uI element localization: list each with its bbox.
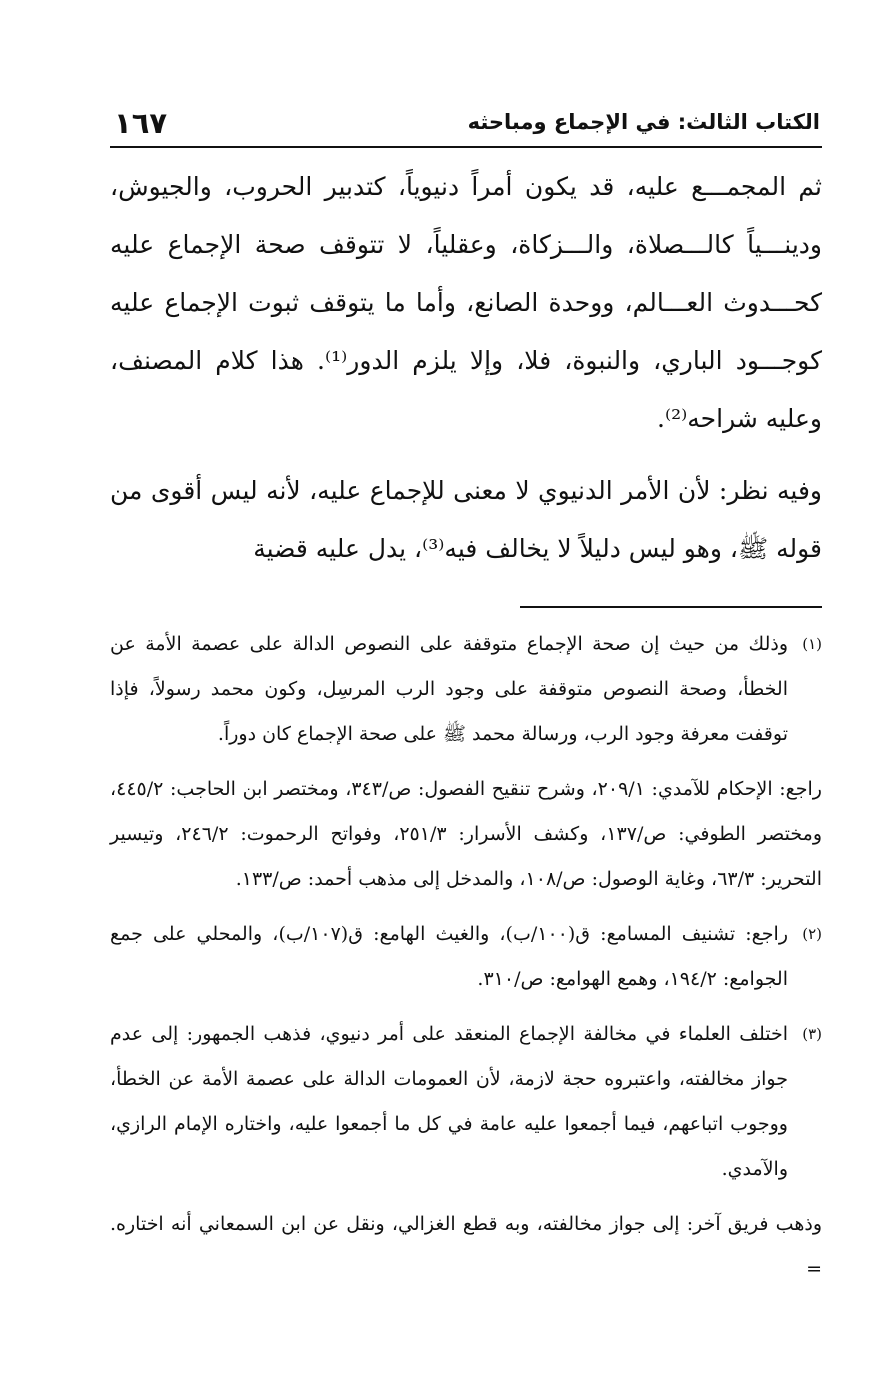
footnote-continuation-text: وذهب فريق آخر: إلى جواز مخالفته، وبه قطع الغزالي، ونقل عن ابن السمعاني أنه اختاره. = [110, 1213, 822, 1280]
page-header [110, 100, 822, 148]
footnotes [110, 622, 822, 1302]
footnote-text: اختلف العلماء في مخالفة الإجماع المنعقد على أمر دنيوي، فذهب الجمهور: إلى عدم جواز مخالفته، واعتبروه حجة لازمة، لأن العمومات الدالة على عصمة الأمة عن الخطأ، ووجوب اتباعهم، فيما أجمعوا عليه عامة في كل ما أجمعوا عليه، واختاره الإمام الرازي، والآمدي. [110, 1023, 788, 1180]
footnote-1 [110, 622, 822, 757]
footnote-continuation [110, 1202, 822, 1292]
footnote-2 [110, 912, 822, 1002]
footnote-1-references [110, 767, 822, 902]
footnote-marker: (٢) [802, 925, 822, 943]
page-number: ١٦٧ [114, 106, 168, 140]
footnote-separator [520, 606, 822, 608]
paragraph: ثم المجمـــع عليه، قد يكون أمراً دنيوياً، كتدبير الحروب، والجيوش، ودينـــياً كالـــصلاة، والـــزكاة، وعقلياً، لا تتوقف صحة الإجماع عليه كحـــدوث العـــالم، ووحدة الصانع، وأما ما يتوقف ثبوت الإجماع عليه كوجـــود الباري، والنبوة، فلا، وإلا يلزم الدور⁽¹⁾. هذا كلام المصنف، وعليه شراحه⁽²⁾. [110, 172, 823, 433]
footnote-references: راجع: الإحكام للآمدي: ٢٠٩/١، وشرح تنقيح الفصول: ص/٣٤٣، ومختصر ابن الحاجب: ٤٤٥/٢، ومختصر الطوفي: ص/١٣٧، وكشف الأسرار: ٢٥١/٣، وفواتح الرحموت: ٢٤٦/٢، وتيسير التحرير: ٦٣/٣، وغاية الوصول: ص/١٠٨، والمدخل إلى مذهب أحمد: ص/١٣٣. [110, 778, 822, 890]
footnote-text: وذلك من حيث إن صحة الإجماع متوقفة على النصوص الدالة على عصمة الأمة عن الخطأ، وصحة النصوص متوقفة على وجود الرب المرسِل، وكون محمد رسولاً، فإذا توقفت معرفة وجود الرب، ورسالة محمد ﷺ على صحة الإجماع كان دوراً. [110, 633, 788, 745]
footnote-3 [110, 1012, 822, 1192]
running-title: الكتاب الثالث: في الإجماع ومباحثه [467, 110, 820, 134]
footnote-marker: (٣) [802, 1025, 822, 1043]
footnote-text: راجع: تشنيف المسامع: ق(١٠٠/ب)، والغيث الهامع: ق(١٠٧/ب)، والمحلي على جمع الجوامع: ١٩٤/٢، وهمع الهوامع: ص/٣١٠. [110, 923, 788, 990]
main-text [110, 158, 822, 578]
paragraph: وفيه نظر: لأن الأمر الدنيوي لا معنى للإجماع عليه، لأنه ليس أقوى من قوله ﷺ، وهو ليس دليلاً لا يخالف فيه⁽³⁾، يدل عليه قضية [110, 476, 822, 563]
footnote-marker: (١) [802, 635, 822, 653]
